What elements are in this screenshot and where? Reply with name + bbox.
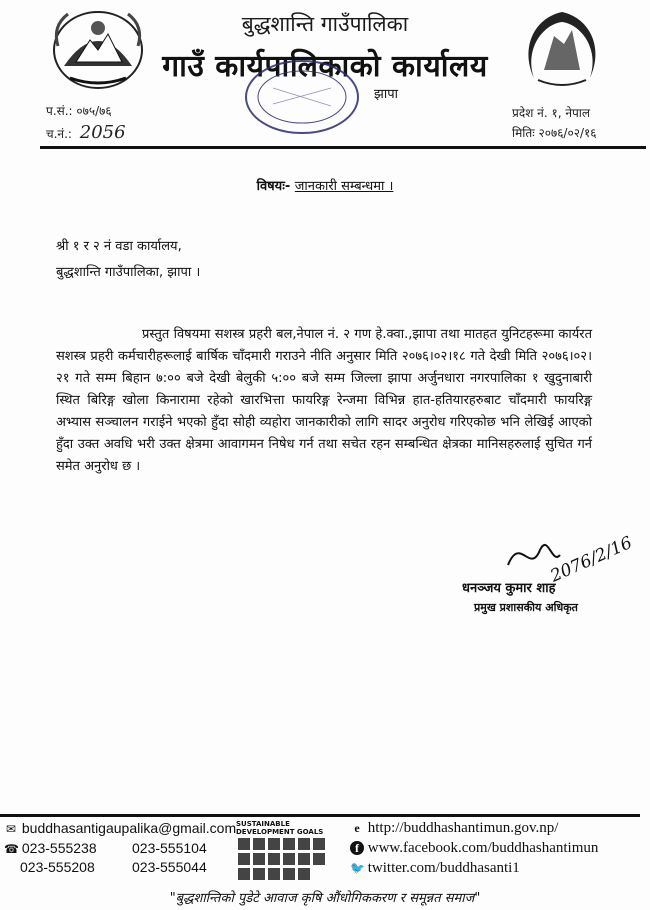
website-text: http://buddhashantimun.gov.np/: [367, 820, 559, 836]
subject-label: विषयः-: [256, 179, 291, 194]
subject-value: जानकारी सम्बन्धमा ।: [294, 179, 394, 194]
footer-email[interactable]: [4, 820, 236, 836]
phone-1: 023-555238: [21, 840, 97, 856]
municipality-logo: [514, 8, 610, 94]
footer-website[interactable]: [350, 820, 558, 837]
signatory-title: प्रमुख प्रशासकीय अधिकृत: [474, 601, 578, 614]
handwritten-signature: [500, 515, 636, 587]
letter-date: मितिः २०७६/०२/१६: [512, 126, 597, 140]
addressee-line-2: बुद्धशान्ति गाउँपालिका, झापा ।: [56, 265, 201, 280]
twitter-text: twitter.com/buddhasanti1: [367, 860, 520, 876]
phone-4: 023-555044: [132, 859, 207, 875]
dispatch-value: 2056: [79, 122, 126, 143]
phone-3: 023-555208: [20, 859, 95, 875]
dispatch-label: च.नं.:: [46, 127, 72, 141]
footer-divider: [0, 814, 640, 817]
letter-body: प्रस्तुत विषयमा सशस्त्र प्रहरी बल,नेपाल नं. २ गण हे.क्वा.,झापा तथा मातहत युनिटहरूमा कार्यरत सशस्त्र प्रहरी कर्मचारीहरूलाई बार्षिक चाँदमारी गराउने नीति अनुसार मिति २०७६।०२।१८ गते देखी मिति २०७६।०२।२१ गते सम्म बिहान ७:०० बजे देखी बेलुकी ५:०० बजे सम्म जिल्ला झापा अर्जुनधारा नगरपालिका १ खुदुनाबारी स्थित बिरिङ्ग खोला किनारामा रहेको खारभित्ता फायरिङ्ग रेन्जमा विभिन्न हात-हतियारहरुबाट चाँदमारी फायरिङ्ग अभ्यास सञ्चालन गराईने भएको हुँदा सोही व्यहोरा जानकारीको लागि सादर अनुरोध गरिएकोछ भनि लेखिई आएको हुँदा उक्त अवधि भरी उक्त क्षेत्रमा आवागमन निषेध गर्न तथा सचेत रहन सम्बन्धित क्षेत्रका मानिसहरुलाई सुचित गर्न समेत अनुरोध छ ।: [56, 327, 592, 474]
sdg-logo: [236, 820, 332, 880]
phone-icon: ☎: [4, 842, 19, 856]
footer-phone-row-1: [4, 840, 97, 856]
web-icon: e: [354, 821, 360, 835]
svg-text:2076/2/16: 2076/2/16: [547, 532, 636, 587]
facebook-text: www.facebook.com/buddhashantimun: [367, 840, 599, 856]
district-name: झापा: [374, 87, 398, 102]
mail-icon: ✉: [5, 822, 17, 836]
signatory-name: धनञ्जय कुमार शाह: [462, 581, 556, 596]
subject-line: [0, 176, 650, 194]
footer-facebook[interactable]: [350, 840, 598, 857]
municipality-name: बुद्धशान्ति गाउँपालिका: [241, 12, 409, 36]
addressee-line-1: श्री १ र २ नं वडा कार्यालय,: [56, 239, 182, 254]
sdg-label: SUSTAINABLE DEVELOPMENT GOALS: [236, 820, 324, 836]
office-stamp: [243, 58, 361, 136]
header-divider: [40, 146, 646, 149]
footer-twitter[interactable]: [350, 860, 520, 877]
twitter-icon: 🐦: [350, 861, 365, 875]
phone-2: 023-555104: [132, 840, 207, 856]
office-name: गाउँ कार्यपालिकाको कार्यालय: [162, 49, 488, 84]
facebook-icon: f: [350, 841, 364, 855]
dispatch-number: [46, 122, 126, 143]
reference-number: प.सं.: ०७५/७६: [46, 104, 112, 118]
footer-motto: "बुद्धशान्तिको पुडेटे आवाज कृषि औंधोगिककरण र समून्नत समाज": [169, 891, 481, 906]
sdg-grid-icon: [236, 836, 332, 882]
province-label: प्रदेश नं. १, नेपाल: [512, 106, 591, 120]
email-text: buddhasantigaupalika@gmail.com: [21, 820, 237, 836]
